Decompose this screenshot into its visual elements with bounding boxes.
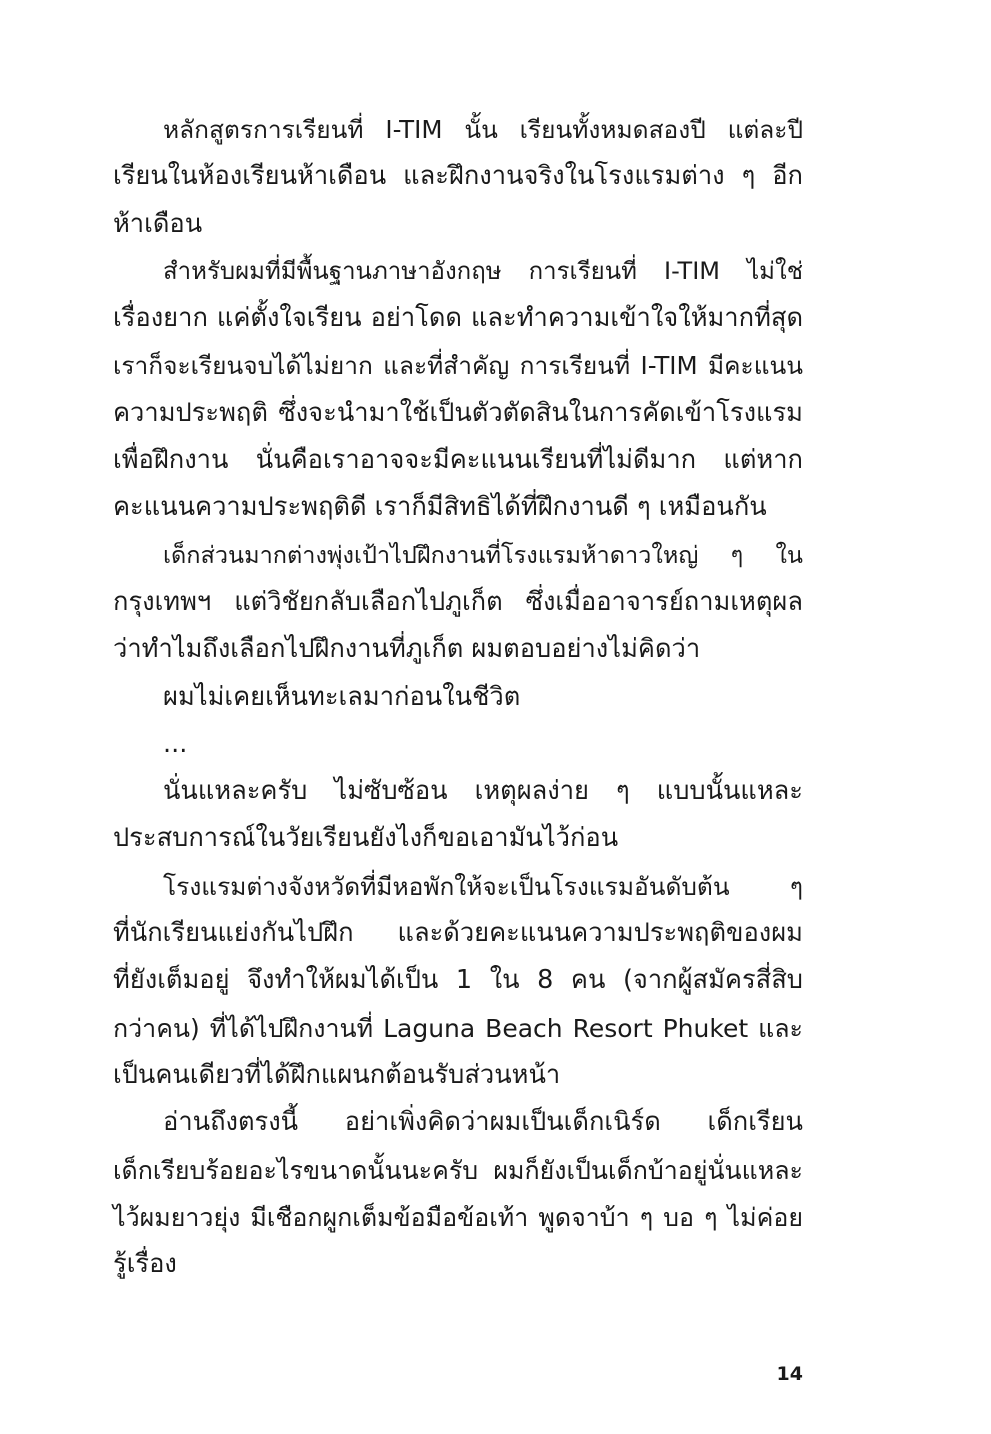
text-line: เป็นคนเดียวที่ได้ฝึกแผนกต้อนรับส่วนหน้า [113, 1059, 561, 1090]
body-text [113, 106, 803, 1288]
text-line: หลักสูตรการเรียนที่ I-TIM นั้น เรียนทั้งหมดสองปี แต่ละปี [163, 115, 803, 144]
paragraph-3 [113, 532, 803, 674]
text-line: ที่นักเรียนแย่งกันไปฝึก และด้วยคะแนนความประพฤติของผม [113, 918, 803, 949]
text-line: กรุงเทพฯ แต่วิชัยกลับเลือกไปภูเก็ต ซึ่งเมื่ออาจารย์ถามเหตุผล [113, 586, 803, 617]
text-line: ไว้ผมยาวยุ่ง มีเชือกผูกเต็มข้อมือข้อเท้า พูดจาบ้า ๆ บอ ๆ ไม่ค่อย [113, 1202, 803, 1232]
text-line: เพื่อฝึกงาน นั่นคือเราอาจจะมีคะแนนเรียนที่ไม่ดีมาก แต่หาก [113, 445, 803, 476]
paragraph-7 [113, 1099, 803, 1288]
text-line: เรียนในห้องเรียนห้าเดือน และฝึกงานจริงในโรงแรมต่าง ๆ อีก [113, 161, 803, 192]
text-line: เรื่องยาก แค่ตั้งใจเรียน อย่าโดด และทำความเข้าใจให้มากที่สุด [113, 303, 803, 334]
text-line: เด็กเรียบร้อยอะไรขนาดนั้นนะครับ ผมก็ยังเป็นเด็กบ้าอยู่นั่นแหละ [113, 1155, 803, 1185]
paragraph-1 [113, 106, 803, 248]
text-line: ผมไม่เคยเห็นทะเลมาก่อนในชีวิต [163, 681, 521, 712]
text-line: ความประพฤติ ซึ่งจะนำมาใช้เป็นตัวตัดสินในการคัดเข้าโรงแรม [113, 397, 803, 428]
paragraph-5 [113, 768, 803, 863]
text-line: ... [163, 728, 188, 759]
text-line: ประสบการณ์ในวัยเรียนยังไงก็ขอเอามันไว้ก่อน [113, 823, 619, 854]
paragraph-4 [113, 674, 803, 721]
ellipsis-line [113, 721, 803, 768]
text-line: เด็กส่วนมากต่างพุ่งเป้าไปฝึกงานที่โรงแรมห้าดาวใหญ่ ๆ ใน [163, 540, 803, 569]
text-line: โรงแรมต่างจังหวัดที่มีหอพักให้จะเป็นโรงแรมอันดับต้น ๆ [163, 871, 803, 901]
text-line: รู้เรื่อง [113, 1249, 177, 1280]
paragraph-6 [113, 863, 803, 1099]
text-line: คะแนนความประพฤติดี เราก็มีสิทธิได้ที่ฝึกงานดี ๆ เหมือนกัน [113, 492, 767, 523]
text-line: ห้าเดือน [113, 208, 203, 239]
text-line: นั่นแหละครับ ไม่ซับซ้อน เหตุผลง่าย ๆ แบบนั้นแหละ [163, 776, 803, 807]
text-line: อ่านถึงตรงนี้ อย่าเพิ่งคิดว่าผมเป็นเด็กเนิร์ด เด็กเรียน [163, 1107, 803, 1138]
text-line: สำหรับผมที่มีพื้นฐานภาษาอังกฤษ การเรียนที่ I-TIM ไม่ใช่ [163, 256, 803, 285]
paragraph-2 [113, 248, 803, 532]
text-line: กว่าคน) ที่ได้ไปฝึกงานที่ Laguna Beach Resort Phuket และ [113, 1013, 803, 1043]
page-number: 14 [776, 1363, 803, 1385]
text-line: ว่าทำไมถึงเลือกไปฝึกงานที่ภูเก็ต ผมตอบอย่างไม่คิดว่า [113, 634, 701, 665]
text-line: ที่ยังเต็มอยู่ จึงทำให้ผมได้เป็น 1 ใน 8 คน (จากผู้สมัครสี่สิบ [113, 965, 803, 996]
text-line: เราก็จะเรียนจบได้ไม่ยาก และที่สำคัญ การเรียนที่ I-TIM มีคะแนน [113, 351, 803, 381]
